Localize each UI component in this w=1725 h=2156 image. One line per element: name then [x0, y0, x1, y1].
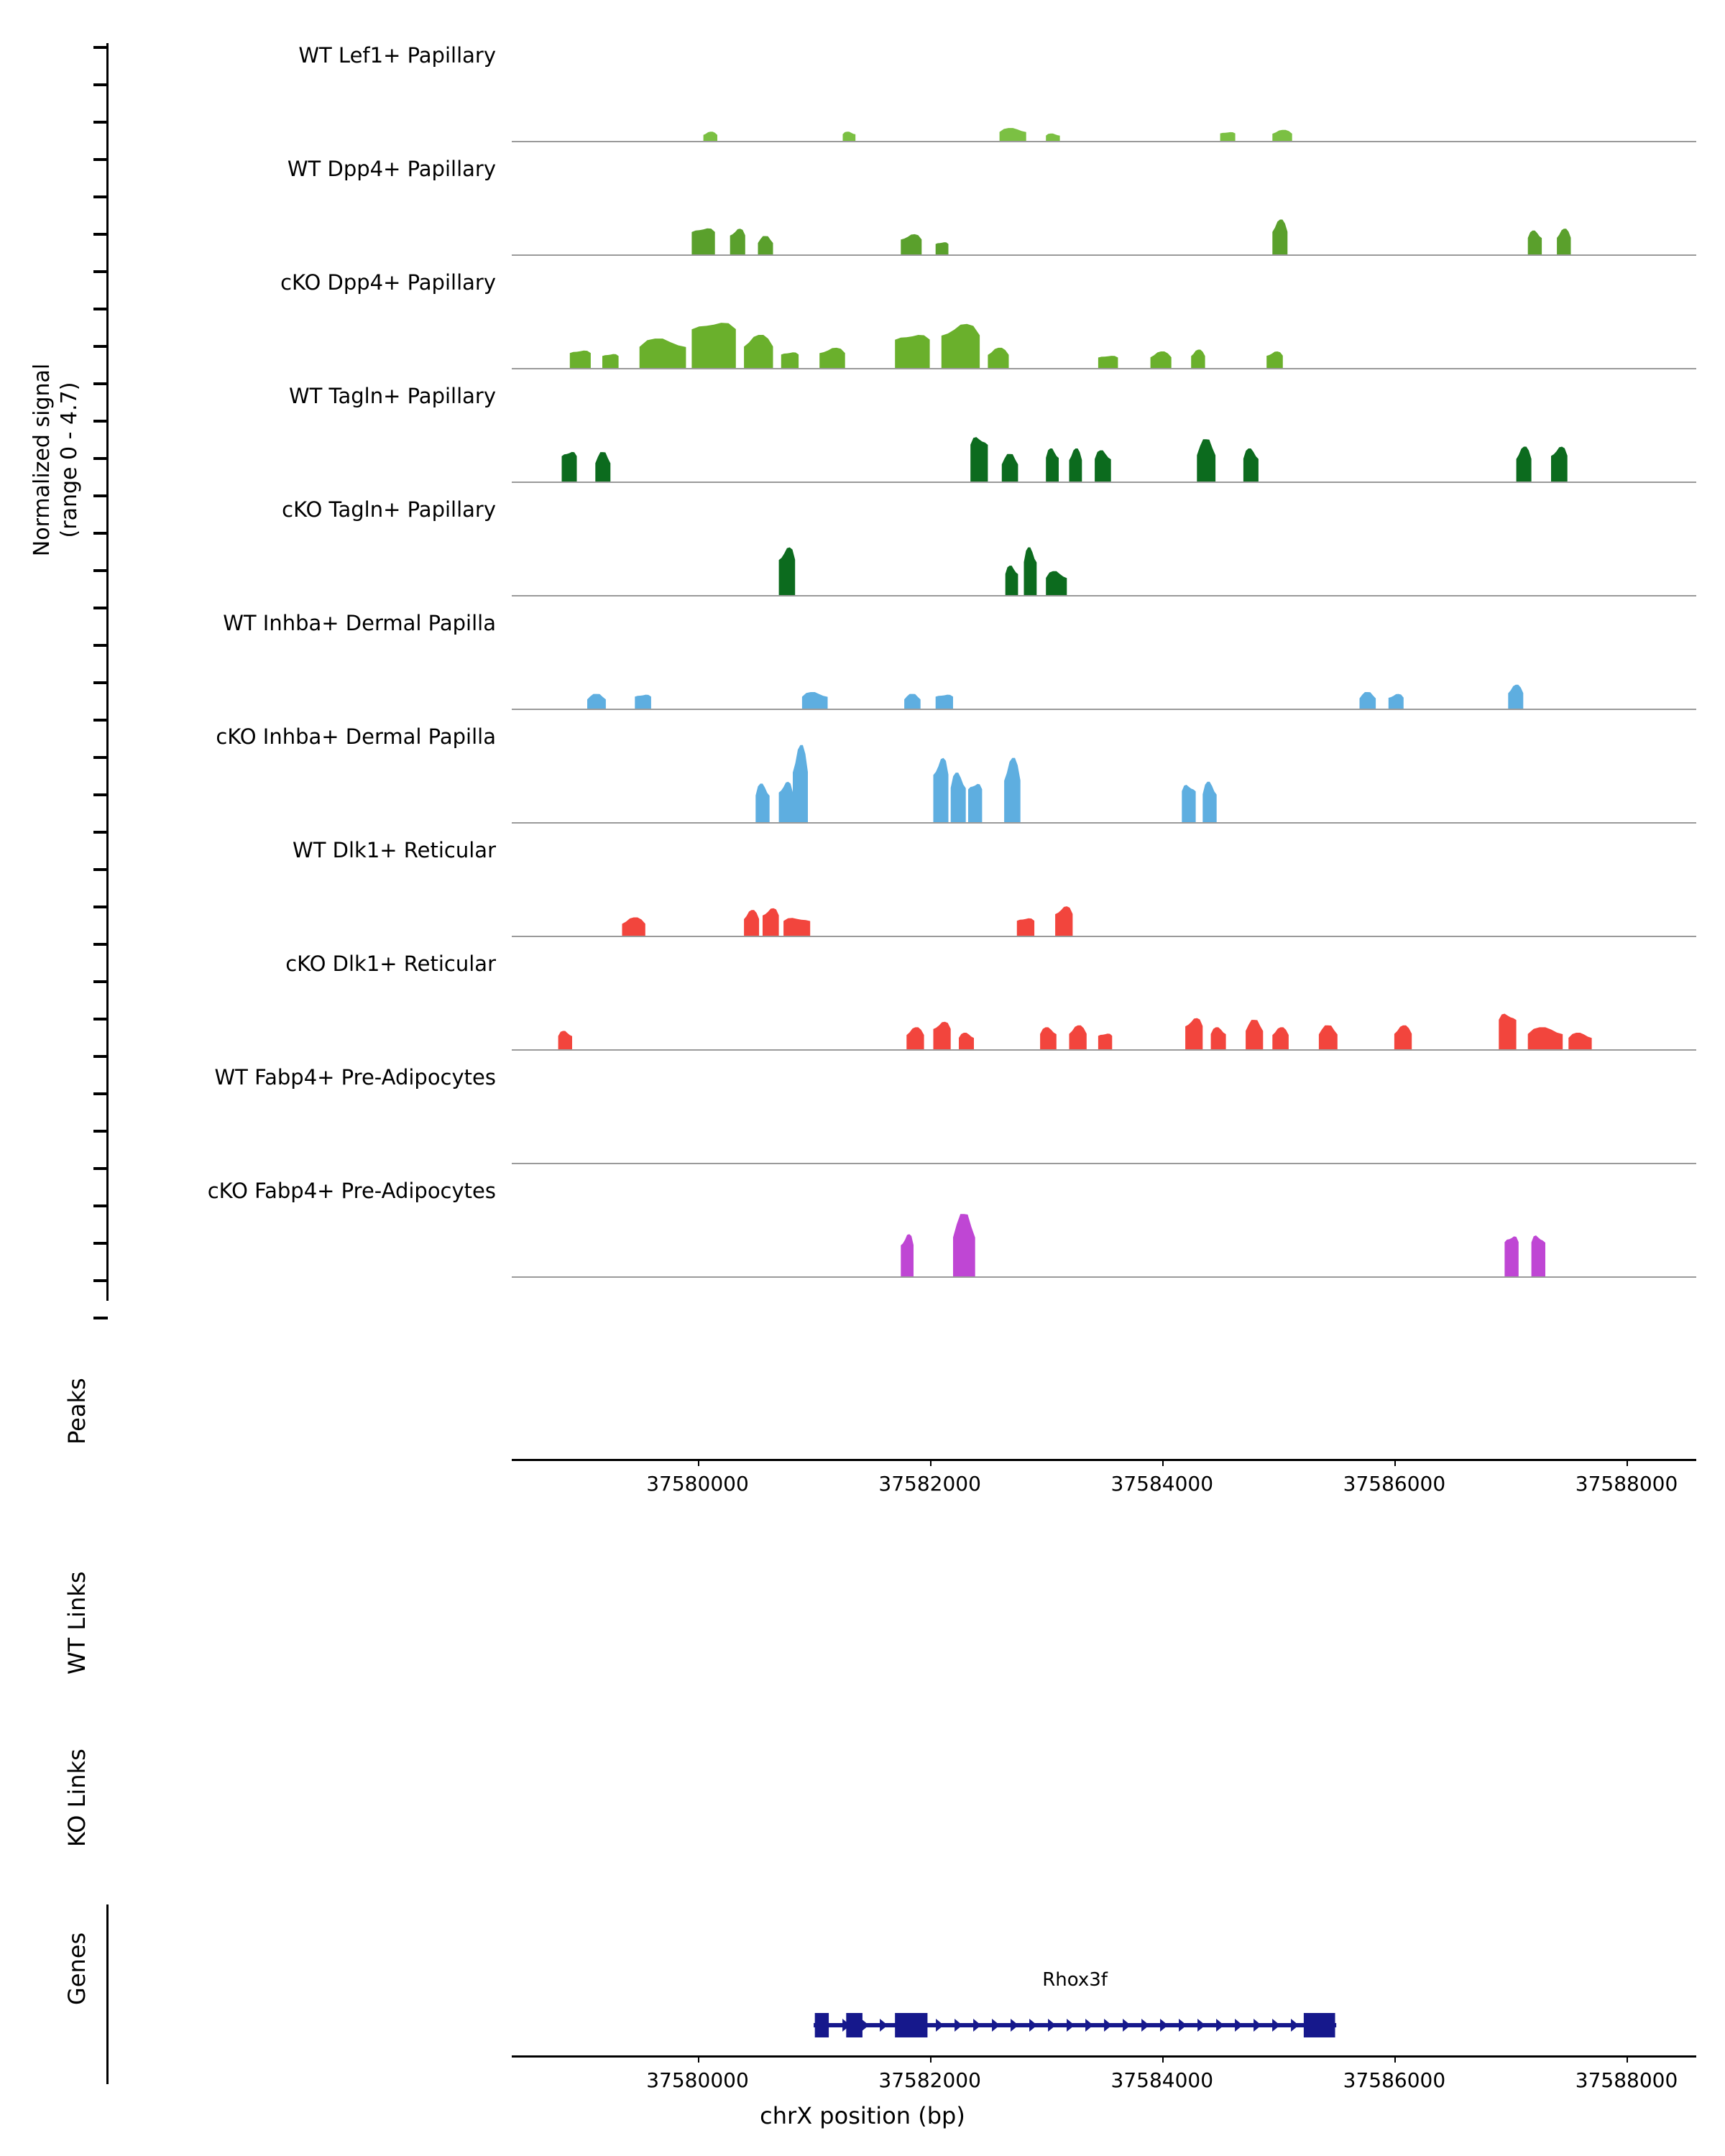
track-baseline	[512, 822, 1696, 824]
x-axis-tick-label: 37586000	[1343, 1472, 1446, 1496]
track-label: cKO Dpp4+ Papillary	[280, 270, 496, 295]
x-axis-tick-label: 37580000	[646, 2068, 749, 2092]
axis-tickmark	[93, 420, 108, 423]
x-axis-tick	[698, 2055, 699, 2063]
track-label: cKO Fabp4+ Pre-Adipocytes	[207, 1179, 496, 1203]
track-baseline	[512, 368, 1696, 369]
track-signal	[512, 849, 1696, 936]
track-label: WT Inhba+ Dermal Papilla	[223, 611, 496, 635]
y-axis-label	[29, 101, 83, 819]
track-baseline	[512, 482, 1696, 483]
axis-tickmark	[93, 532, 108, 535]
axis-tickmark	[93, 943, 108, 946]
y-axis-label-line2: (range 0 - 4.7)	[56, 382, 82, 538]
x-axis-tick-label: 37588000	[1575, 1472, 1678, 1496]
axis-tickmark	[93, 121, 108, 124]
track-signal	[512, 509, 1696, 595]
x-axis-title: chrX position (bp)	[760, 2102, 965, 2129]
axis-tickmark	[93, 1242, 108, 1245]
x-axis-tick-label: 37586000	[1343, 2068, 1446, 2092]
track-baseline	[512, 936, 1696, 937]
x-axis-tick-label: 37582000	[878, 1472, 981, 1496]
axis-tickmark	[93, 980, 108, 983]
x-axis-tick-label: 37588000	[1575, 2068, 1678, 2092]
axis-tickmark	[93, 607, 108, 609]
x-axis-tick	[1162, 1459, 1164, 1466]
track-baseline	[512, 1276, 1696, 1278]
axis-tickmark	[93, 345, 108, 348]
axis-tickmark	[93, 569, 108, 572]
x-axis-tick-label: 37584000	[1110, 2068, 1214, 2092]
section-label-genes: Genes	[63, 1932, 91, 2005]
peaks-x-axis-line	[512, 1459, 1696, 1461]
track-signal	[512, 282, 1696, 368]
axis-tickmark	[93, 457, 108, 460]
axis-tickmark	[93, 1092, 108, 1095]
track-signal	[512, 1190, 1696, 1276]
track-signal	[512, 168, 1696, 254]
track-signal	[512, 736, 1696, 822]
x-axis-tick	[930, 1459, 932, 1466]
axis-tickmark	[93, 1279, 108, 1282]
genes-x-axis-line	[512, 2055, 1696, 2058]
track-label: cKO Dlk1+ Reticular	[285, 952, 496, 976]
axis-tickmark	[93, 1018, 108, 1021]
axis-tickmark	[93, 719, 108, 722]
x-axis-tick	[1162, 2055, 1164, 2063]
track-signal	[512, 55, 1696, 141]
x-axis-tick	[698, 1459, 699, 1466]
signal-axis-spine	[106, 43, 109, 1301]
track-baseline	[512, 595, 1696, 596]
gene-track	[512, 1969, 1696, 2055]
track-label: cKO Tagln+ Papillary	[282, 497, 496, 522]
track-label: WT Dlk1+ Reticular	[293, 838, 496, 862]
axis-tickmark	[93, 1204, 108, 1207]
track-label: WT Dpp4+ Papillary	[287, 157, 496, 181]
axis-tickmark	[93, 1317, 108, 1319]
gene-name-label: Rhox3f	[1042, 1969, 1108, 1991]
axis-tickmark	[93, 756, 108, 759]
x-axis-tick-label: 37584000	[1110, 1472, 1214, 1496]
track-signal	[512, 963, 1696, 1049]
section-label-wt-links: WT Links	[63, 1571, 91, 1674]
track-baseline	[512, 141, 1696, 142]
axis-tickmark	[93, 868, 108, 871]
x-axis-tick	[1627, 2055, 1628, 2063]
track-baseline	[512, 1049, 1696, 1051]
track-label: WT Lef1+ Papillary	[298, 43, 496, 68]
x-axis-tick-label: 37580000	[646, 1472, 749, 1496]
axis-tickmark	[93, 233, 108, 236]
genes-section-rule	[106, 1904, 109, 2084]
track-signal	[512, 1077, 1696, 1163]
axis-tickmark	[93, 195, 108, 198]
track-label: WT Fabp4+ Pre-Adipocytes	[214, 1065, 496, 1089]
axis-tickmark	[93, 1130, 108, 1133]
axis-tickmark	[93, 793, 108, 796]
axis-tickmark	[93, 1055, 108, 1058]
axis-tickmark	[93, 681, 108, 684]
axis-tickmark	[93, 906, 108, 908]
x-axis-tick-label: 37582000	[878, 2068, 981, 2092]
track-signal	[512, 622, 1696, 709]
axis-tickmark	[93, 308, 108, 310]
section-label-peaks: Peaks	[63, 1378, 91, 1445]
x-axis-tick	[1394, 2055, 1396, 2063]
axis-tickmark	[93, 831, 108, 834]
track-baseline	[512, 1163, 1696, 1164]
x-axis-tick	[1394, 1459, 1396, 1466]
track-baseline	[512, 254, 1696, 256]
axis-tickmark	[93, 1167, 108, 1170]
section-label-ko-links: KO Links	[63, 1749, 91, 1847]
track-baseline	[512, 709, 1696, 710]
track-label: cKO Inhba+ Dermal Papilla	[216, 724, 496, 749]
x-axis-tick	[930, 2055, 932, 2063]
track-label: WT Tagln+ Papillary	[288, 384, 496, 408]
y-axis-label-line1: Normalized signal	[29, 363, 55, 557]
track-signal	[512, 395, 1696, 482]
axis-tickmark	[93, 83, 108, 86]
x-axis-tick	[1627, 1459, 1628, 1466]
axis-tickmark	[93, 644, 108, 647]
